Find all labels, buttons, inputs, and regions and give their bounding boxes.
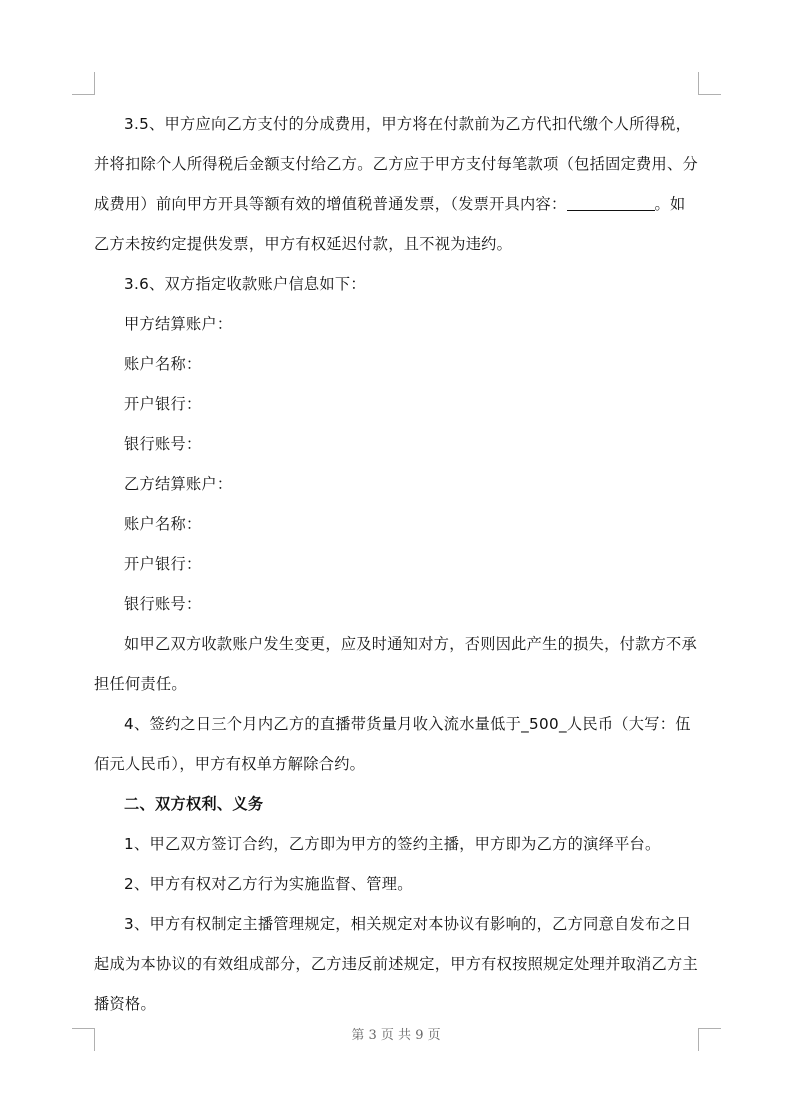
corner-mark-top-left xyxy=(72,72,95,95)
party-a-account-number: 银行账号： xyxy=(124,435,202,453)
section-2-heading: 二、双方权利、义务 xyxy=(124,795,264,813)
party-b-account-name: 账户名称： xyxy=(124,515,202,533)
document-body xyxy=(94,104,698,1024)
section-2-item-1: 1、甲乙双方签订合约，乙方即为甲方的签约主播，甲方即为乙方的演绎平台。 xyxy=(124,835,661,853)
clause-3-5-text-2: 。如乙方未按约定提供发票，甲方有权延迟付款，且不视为违约。 xyxy=(94,195,686,253)
party-b-account-number: 银行账号： xyxy=(124,595,202,613)
clause-3-5 xyxy=(94,104,698,264)
party-a-account-heading: 甲方结算账户： xyxy=(124,315,233,333)
section-2-item-2: 2、甲方有权对乙方行为实施监督、管理。 xyxy=(124,875,413,893)
clause-4-amount: _500_ xyxy=(521,715,567,733)
party-b-account-heading: 乙方结算账户： xyxy=(124,475,233,493)
clause-4-text-1: 4、签约之日三个月内乙方的直播带货量月收入流水量低于 xyxy=(124,715,522,733)
section-2-item-3: 3、甲方有权制定主播管理规定，相关规定对本协议有影响的，乙方同意自发布之日起成为本协议的有效组成部分，乙方违反前述规定，甲方有权按照规定处理并取消乙方主播资格。 xyxy=(94,915,699,1013)
clause-4 xyxy=(94,704,698,784)
party-a-bank: 开户银行： xyxy=(124,395,202,413)
party-b-bank: 开户银行： xyxy=(124,555,202,573)
party-a-account-name: 账户名称： xyxy=(124,355,202,373)
clause-3-5-text-1: 3.5、甲方应向乙方支付的分成费用，甲方将在付款前为乙方代扣代缴个人所得税，并将扣除个人所得税后金额支付给乙方。乙方应于甲方支付每笔款项（包括固定费用、分成费用）前向甲方开具等额有效的增值税普通发票，（发票开具内容： xyxy=(94,115,699,213)
corner-mark-top-right xyxy=(698,72,721,95)
clause-3-6: 3.6、双方指定收款账户信息如下： xyxy=(124,275,366,293)
page-footer: 第 3 页 共 9 页 xyxy=(351,1028,441,1043)
invoice-content-blank xyxy=(567,196,655,211)
clause-4-text-2: 人民币（大写：伍佰元人民币），甲方有权单方解除合约。 xyxy=(94,715,691,773)
account-change-notice: 如甲乙双方收款账户发生变更，应及时通知对方，否则因此产生的损失，付款方不承担任何责任。 xyxy=(94,635,698,693)
